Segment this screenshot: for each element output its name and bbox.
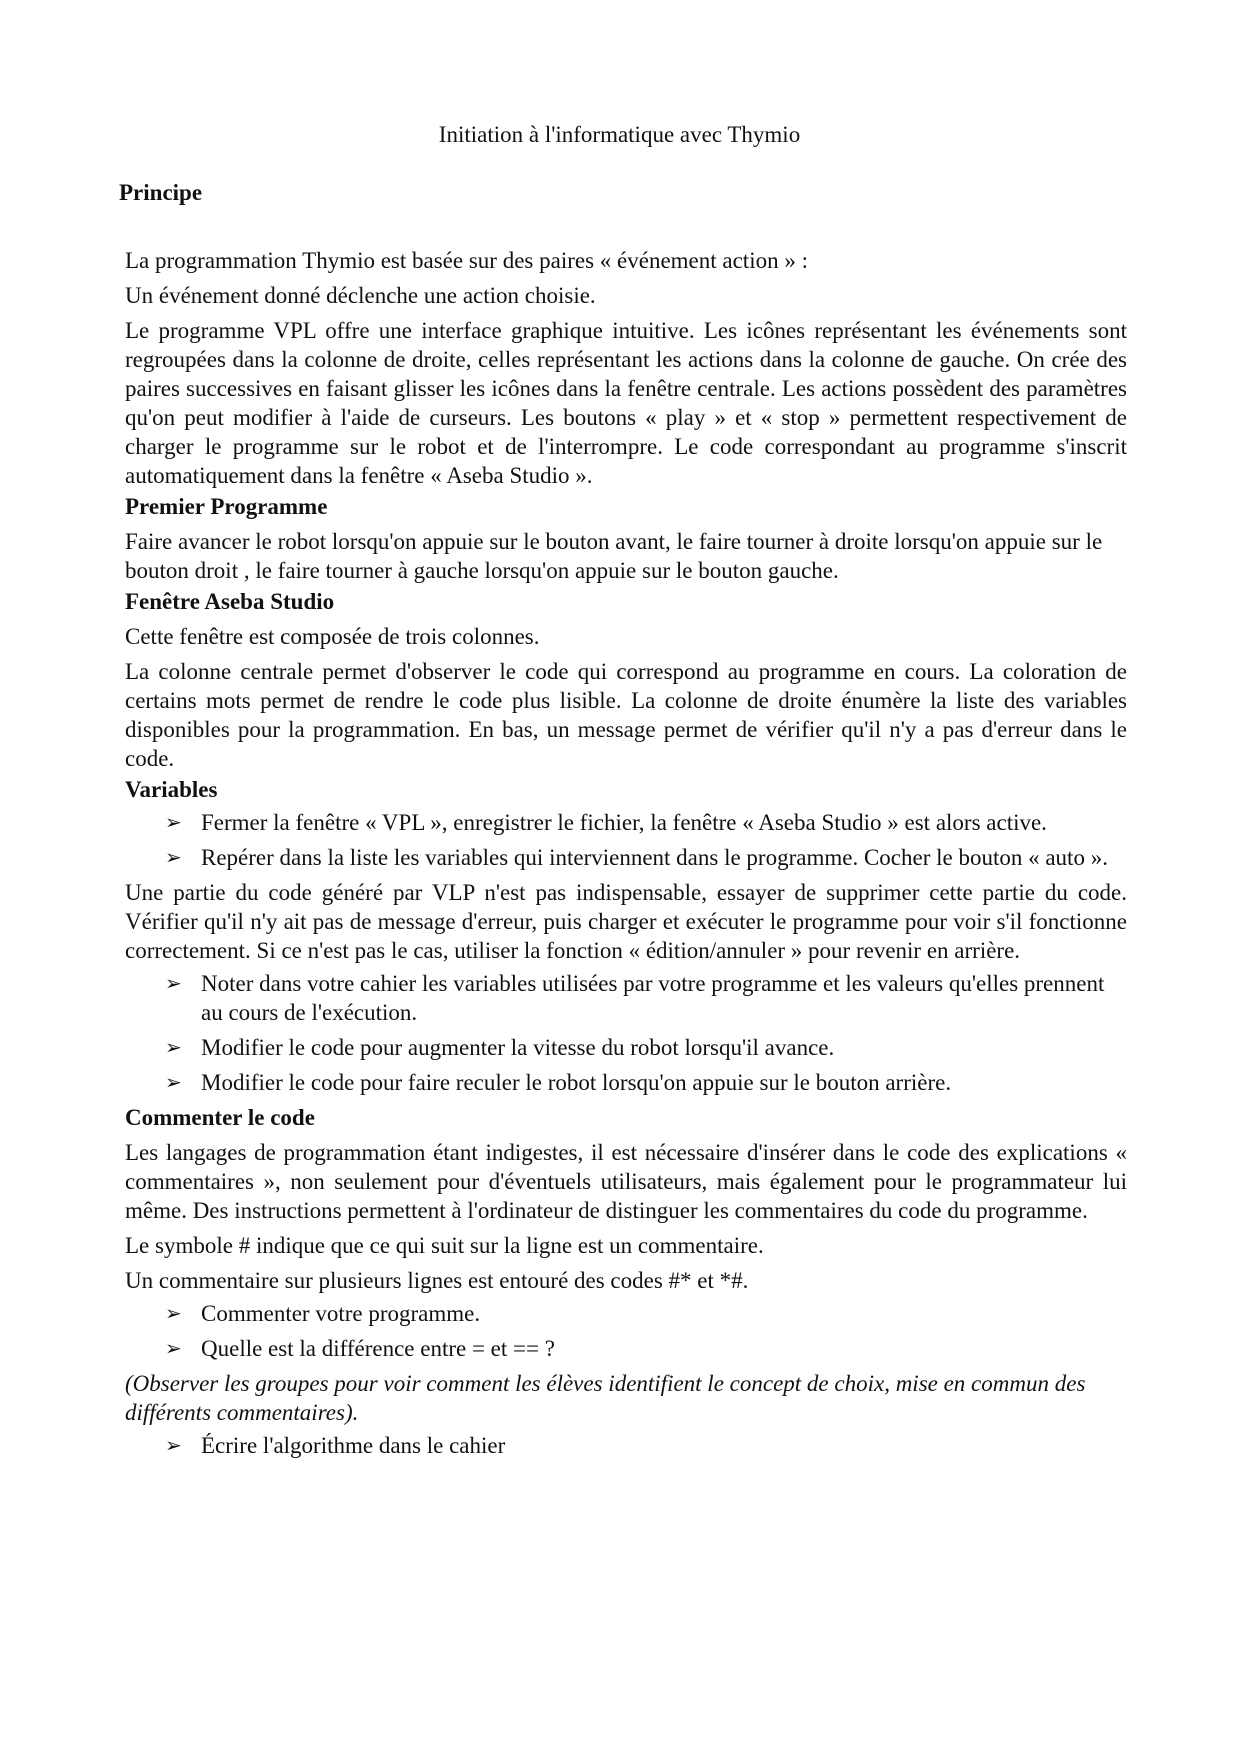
- list-item: [125, 1068, 1127, 1097]
- bullet-list-commenter-1: [125, 1299, 1127, 1363]
- arrow-bullet-icon: ➢: [165, 810, 182, 834]
- document-body: [125, 240, 1127, 1466]
- list-item: [125, 808, 1127, 837]
- heading-commenter-code: Commenter le code: [125, 1105, 315, 1130]
- list-item-text: Modifier le code pour faire reculer le robot lorsqu'on appuie sur le bouton arrière.: [201, 1070, 952, 1095]
- bullet-list-variables-1: [125, 808, 1127, 872]
- arrow-bullet-icon: ➢: [165, 971, 182, 995]
- paragraph-principe-3: Le programme VPL offre une interface graphique intuitive. Les icônes représentant les événements sont regroupées dans la colonne de droite, celles représentant les actions dans la colonne de gauche. On crée des paires successives en faisant glisser les icônes dans la fenêtre centrale. Les actions possèdent des paramètres qu'on peut modifier à l'aide de curseurs. Les boutons « play » et « stop » permettent respectivement de charger le programme sur le robot et de l'interrompre. Le code correspondant au programme s'inscrit automatiquement dans la fenêtre « Aseba Studio ».: [125, 318, 1127, 488]
- list-item: [125, 1334, 1127, 1363]
- document-title: Initiation à l'informatique avec Thymio: [438, 122, 801, 147]
- list-item: [125, 843, 1127, 872]
- list-item: [125, 1299, 1127, 1328]
- list-item-text: Repérer dans la liste les variables qui interviennent dans le programme. Cocher le bouton « auto ».: [201, 845, 1108, 870]
- paragraph-principe-1: La programmation Thymio est basée sur des paires « événement action » :: [125, 248, 808, 273]
- heading-variables: Variables: [125, 777, 218, 802]
- paragraph-principe-2: Un événement donné déclenche une action choisie.: [125, 283, 596, 308]
- arrow-bullet-icon: ➢: [165, 1301, 182, 1325]
- arrow-bullet-icon: ➢: [165, 1035, 182, 1059]
- list-item-text: Quelle est la différence entre = et == ?: [201, 1336, 555, 1361]
- bullet-list-variables-2: [125, 969, 1127, 1097]
- heading-principe: Principe: [119, 180, 203, 205]
- list-item: [125, 1033, 1127, 1062]
- arrow-bullet-icon: ➢: [165, 1070, 182, 1094]
- list-item-text: Commenter votre programme.: [201, 1301, 481, 1326]
- heading-premier-programme: Premier Programme: [125, 494, 328, 519]
- arrow-bullet-icon: ➢: [165, 1336, 182, 1360]
- bullet-list-commenter-2: [125, 1431, 1127, 1460]
- list-item: [125, 1431, 1127, 1460]
- list-item-text: Modifier le code pour augmenter la vitesse du robot lorsqu'il avance.: [201, 1035, 835, 1060]
- arrow-bullet-icon: ➢: [165, 1433, 182, 1457]
- paragraph-variables-1: Une partie du code généré par VLP n'est pas indispensable, essayer de supprimer cette partie du code. Vérifier qu'il n'y ait pas de message d'erreur, puis charger et exécuter le programme pour voir s'il fonctionne correctement. Si ce n'est pas le cas, utiliser la fonction « édition/annuler » pour revenir en arrière.: [125, 880, 1127, 963]
- list-item-text: Noter dans votre cahier les variables utilisées par votre programme et les valeurs qu'elles prennent au cours de l'exécution.: [201, 971, 1105, 1025]
- heading-aseba-studio: Fenêtre Aseba Studio: [125, 589, 335, 614]
- list-item-text: Fermer la fenêtre « VPL », enregistrer le fichier, la fenêtre « Aseba Studio » est alors active.: [201, 810, 1047, 835]
- teacher-note: (Observer les groupes pour voir comment les élèves identifient le concept de choix, mise en commun des différents commentaires).: [125, 1371, 1086, 1425]
- paragraph-commenter-2: Le symbole # indique que ce qui suit sur la ligne est un commentaire.: [125, 1233, 764, 1258]
- paragraph-commenter-3: Un commentaire sur plusieurs lignes est entouré des codes #* et *#.: [125, 1268, 749, 1293]
- list-item-text: Écrire l'algorithme dans le cahier: [201, 1433, 506, 1458]
- paragraph-premier-1: Faire avancer le robot lorsqu'on appuie sur le bouton avant, le faire tourner à droite lorsqu'on appuie sur le bouton droit , le faire tourner à gauche lorsqu'on appuie sur le bouton gauche.: [125, 529, 1103, 583]
- arrow-bullet-icon: ➢: [165, 845, 182, 869]
- paragraph-aseba-2: La colonne centrale permet d'observer le code qui correspond au programme en cours. La coloration de certains mots permet de rendre le code plus lisible. La colonne de droite énumère la liste des variables disponibles pour la programmation. En bas, un message permet de vérifier qu'il n'y a pas d'erreur dans le code.: [125, 659, 1127, 771]
- list-item: [125, 969, 1127, 1027]
- paragraph-commenter-1: Les langages de programmation étant indigestes, il est nécessaire d'insérer dans le code des explications « commentaires », non seulement pour d'éventuels utilisateurs, mais également pour le programmateur lui même. Des instructions permettent à l'ordinateur de distinguer les commentaires du code du programme.: [125, 1140, 1127, 1223]
- paragraph-aseba-1: Cette fenêtre est composée de trois colonnes.: [125, 624, 540, 649]
